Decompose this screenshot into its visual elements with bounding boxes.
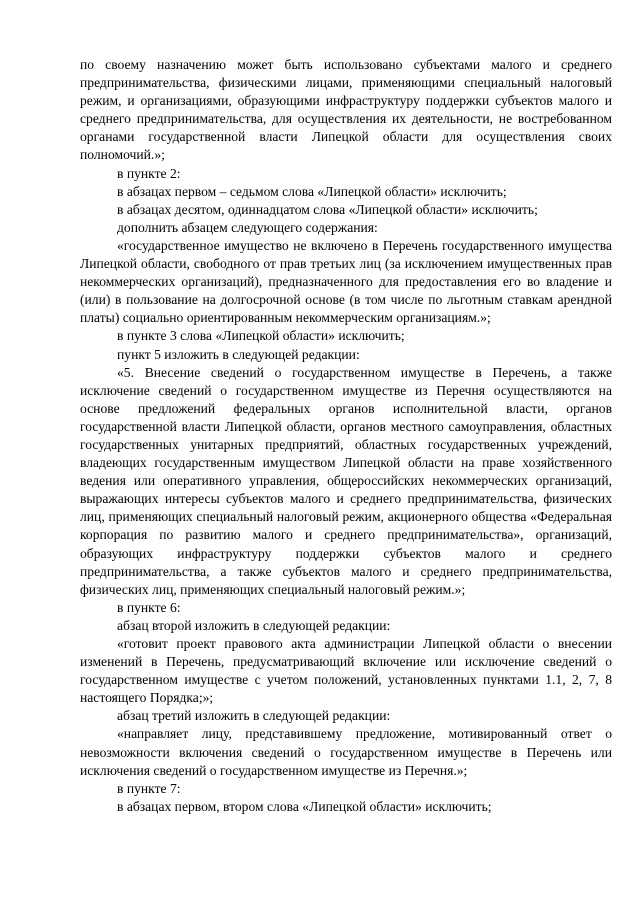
paragraph-13: абзац третий изложить в следующей редакции:	[117, 708, 391, 724]
paragraph-2: в пункте 2:	[117, 165, 181, 181]
paragraph-3: в абзацах первом – седьмом слова «Липецкой области» исключить;	[117, 183, 507, 199]
paragraph-8: пункт 5 изложить в следующей редакции:	[117, 346, 360, 362]
paragraph-1: по своему назначению может быть использовано субъектами малого и среднего предпринимательства, физическими лицами, применяющими специальный налоговый режим, и организациями, образующими инфраструктуру поддержки субъектов малого и среднего предпринимательства, для осуществления их деятельности, не востребованном органами государственной власти Липецкой области для осуществления своих полномочий.»;	[80, 57, 612, 163]
paragraph-16: в абзацах первом, втором слова «Липецкой области» исключить;	[117, 798, 492, 814]
paragraph-5: дополнить абзацем следующего содержания:	[117, 219, 378, 235]
paragraph-7: в пункте 3 слова «Липецкой области» исключить;	[117, 328, 405, 344]
paragraph-4: в абзацах десятом, одиннадцатом слова «Липецкой области» исключить;	[117, 201, 538, 217]
paragraph-11: абзац второй изложить в следующей редакции:	[117, 617, 391, 633]
paragraph-14: «направляет лицу, представившему предложение, мотивированный ответ о невозможности включения сведений о государственном имуществе в Перечень или исключения сведений о государственном имуществе из Перечня.»;	[80, 726, 612, 778]
paragraph-10: в пункте 6:	[117, 599, 181, 615]
paragraph-15: в пункте 7:	[117, 780, 181, 796]
paragraph-6: «государственное имущество не включено в Перечень государственного имущества Липецкой области, свободного от прав третьих лиц (за исключением имущественных прав некоммерческих организаций), предназначенного для предоставления его во владение и (или) в пользование на долгосрочной основе (в том числе по льготным ставкам арендной платы) социально ориентированным некоммерческим организациям.»;	[80, 237, 612, 326]
document-page	[80, 56, 612, 816]
paragraph-9: «5. Внесение сведений о государственном имуществе в Перечень, а также исключение сведений о государственном имуществе из Перечня осуществляются на основе предложений федеральных органов исполнительной власти, органов государственной власти Липецкой области, органов местного самоуправления, областных государственных унитарных предприятий, областных государственных учреждений, владеющих государственным имуществом Липецкой области на праве хозяйственного ведения или оперативного управления, общероссийских некоммерческих организаций, выражающих интересы субъектов малого и среднего предпринимательства, физических лиц, применяющих специальный налоговый режим, акционерного общества «Федеральная корпорация по развитию малого и среднего предпринимательства», организаций, образующих инфраструктуру поддержки субъектов малого и среднего предпринимательства, а также субъектов малого и среднего предпринимательства, физических лиц, применяющих специальный налоговый режим.»;	[80, 364, 612, 597]
paragraph-12: «готовит проект правового акта администрации Липецкой области о внесении изменений в Перечень, предусматривающий включение или исключение сведений о государственном имуществе с учетом положений, установленных пунктами 1.1, 2, 7, 8 настоящего Порядка;»;	[80, 636, 612, 706]
